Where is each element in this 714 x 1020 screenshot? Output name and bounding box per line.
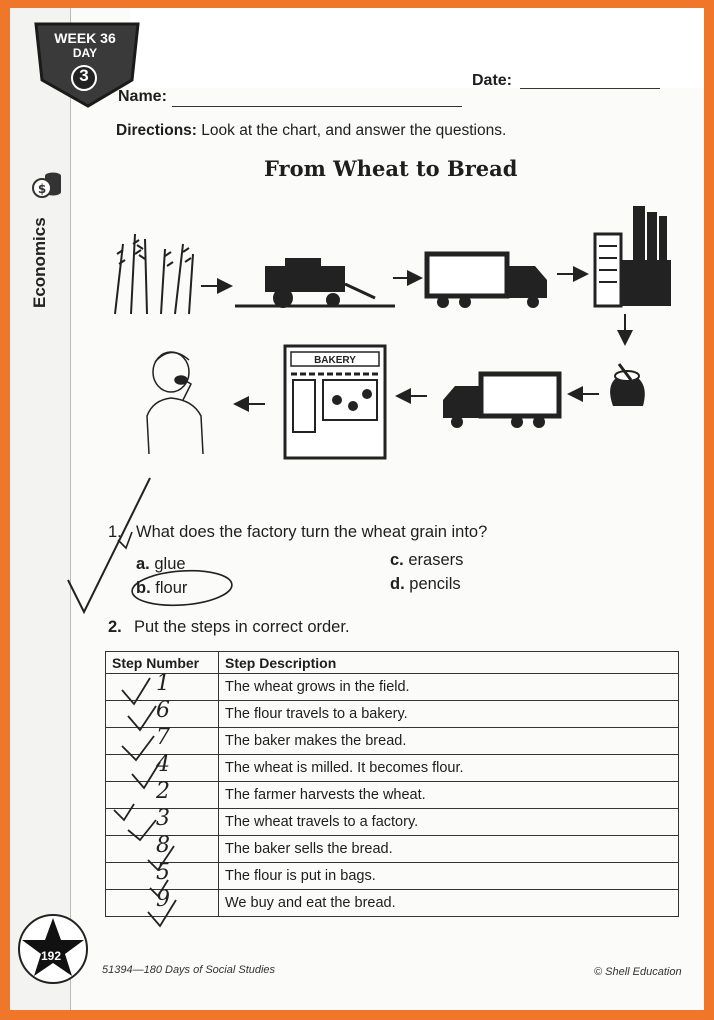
svg-text:$: $	[37, 182, 47, 196]
date-label: Date:	[472, 72, 513, 89]
header-step-number: Step Number	[106, 652, 219, 674]
q1-text: What does the factory turn the wheat grain into?	[136, 523, 488, 541]
directions-text: Look at the chart, and answer the questions.	[196, 122, 507, 139]
subject-label: Economics	[30, 217, 49, 308]
handwritten-answer: 5	[156, 860, 170, 885]
table-header-row	[106, 652, 679, 674]
chart-title: From Wheat to Bread	[264, 156, 518, 181]
handwritten-answer: 3	[156, 806, 170, 831]
option-letter: c.	[390, 551, 404, 569]
q1-number: 1.	[108, 523, 122, 541]
name-label: Name:	[118, 88, 167, 105]
steps-table	[105, 651, 679, 917]
step-number-cell[interactable]	[106, 833, 219, 863]
wheat-icon	[115, 234, 193, 314]
handwritten-answer: 7	[156, 725, 170, 750]
handwritten-answer: 2	[156, 779, 170, 804]
name-field[interactable]	[172, 106, 462, 107]
step-description: The baker makes the bread.	[219, 728, 679, 755]
boy-eating-icon	[147, 352, 203, 454]
step-number-cell[interactable]	[106, 806, 219, 836]
option-letter: d.	[390, 575, 405, 593]
step-number-cell[interactable]	[106, 725, 219, 755]
handwritten-answer: 1	[156, 671, 170, 696]
step-description: The farmer harvests the wheat.	[219, 782, 679, 809]
sidebar	[10, 8, 71, 1010]
table-row	[106, 890, 679, 917]
coins-icon	[30, 168, 64, 202]
step-description: The baker sells the bread.	[219, 836, 679, 863]
worksheet-page	[10, 8, 704, 1010]
step-description: The flour is put in bags.	[219, 863, 679, 890]
step-description: We buy and eat the bread.	[219, 890, 679, 917]
table-row	[106, 755, 679, 782]
week-label: WEEK 36	[54, 30, 116, 46]
step-description: The wheat is milled. It becomes flour.	[219, 755, 679, 782]
table-row	[106, 863, 679, 890]
table-row	[106, 836, 679, 863]
q1-option-c[interactable]	[390, 551, 463, 570]
option-text: erasers	[408, 551, 464, 569]
step-number-cell[interactable]	[106, 698, 219, 728]
handwritten-answer: 4	[156, 752, 170, 777]
step-description: The flour travels to a bakery.	[219, 701, 679, 728]
step-number-cell[interactable]	[106, 779, 219, 809]
q2-number: 2.	[108, 618, 122, 636]
handwritten-answer: 9	[156, 887, 170, 912]
wheat-to-bread-diagram	[105, 194, 685, 474]
step-number-cell[interactable]	[106, 860, 219, 890]
table-row	[106, 701, 679, 728]
q1-option-b[interactable]	[136, 579, 187, 598]
step-number-cell[interactable]	[106, 887, 219, 917]
table-row	[106, 728, 679, 755]
directions	[116, 122, 506, 140]
truck-icon	[427, 254, 547, 308]
handwritten-answer: 8	[156, 833, 170, 858]
book-title: 51394—180 Days of Social Studies	[102, 964, 276, 976]
header-step-description: Step Description	[219, 652, 679, 674]
page-number: 192	[41, 949, 62, 963]
publisher: © Shell Education	[594, 966, 682, 978]
step-description: The wheat grows in the field.	[219, 674, 679, 701]
table-row	[106, 782, 679, 809]
table-row	[106, 674, 679, 701]
bakery-sign: BAKERY	[314, 355, 356, 366]
step-number-cell[interactable]	[106, 752, 219, 782]
option-letter: a.	[136, 555, 150, 573]
option-text: glue	[154, 555, 186, 573]
truck-icon	[443, 374, 559, 428]
torn-edge	[130, 8, 704, 88]
day-number: 3	[79, 66, 89, 85]
q2-text: Put the steps in correct order.	[134, 618, 350, 636]
date-field[interactable]	[520, 88, 660, 89]
option-text: flour	[155, 579, 188, 597]
step-description: The wheat travels to a factory.	[219, 809, 679, 836]
directions-label: Directions:	[116, 122, 197, 139]
option-text: pencils	[409, 575, 461, 593]
q1-option-d[interactable]	[390, 575, 461, 594]
q1-option-a[interactable]	[136, 555, 186, 574]
table-row	[106, 809, 679, 836]
handwritten-answer: 6	[156, 698, 170, 723]
flour-bag-icon	[610, 364, 645, 406]
combine-harvester-icon	[235, 258, 395, 308]
day-label: DAY	[72, 46, 98, 60]
step-number-cell[interactable]	[106, 671, 219, 701]
option-letter: b.	[136, 579, 151, 597]
factory-icon	[595, 206, 671, 306]
